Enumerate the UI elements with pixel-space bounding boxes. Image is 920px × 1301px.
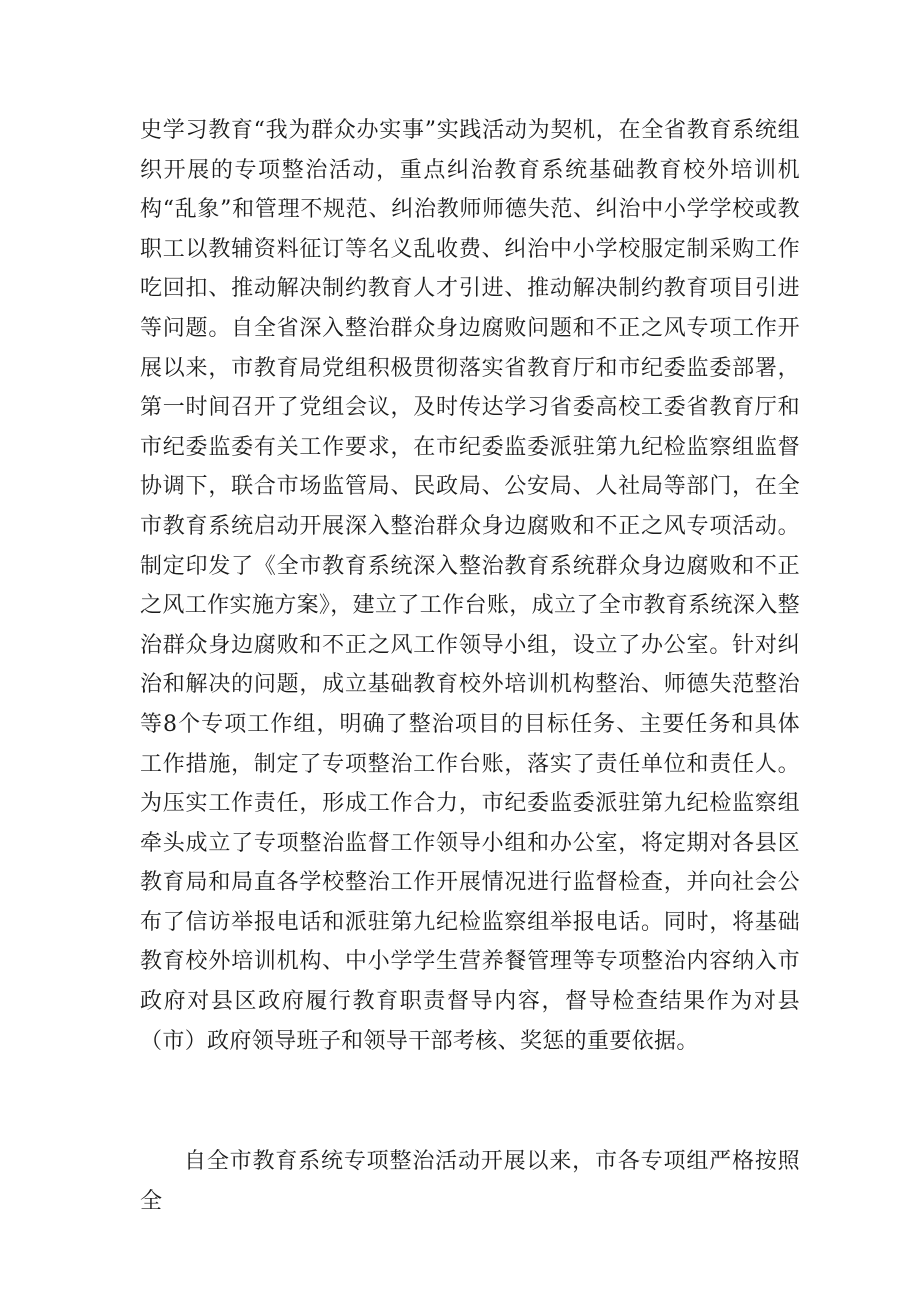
body-paragraph-1: 史学习教育“我为群众办实事”实践活动为契机，在全省教育系统组织开展的专项整治活动，重点纠治教育系统基础教育校外培训机构“乱象”和管理不规范、纠治教师师德失范、纠治中小学学校或教职工以教辅资料征订等名义乱收费、纠治中小学校服定制采购工作吃回扣、推动解决制约教育人才引进、推动解决制约教育项目引进等问题。自全省深入整治群众身边腐败问题和不正之风专项工作开展以来，市教育局党组积极贯彻落实省教育厅和市纪委监委部署，第一时间召开了党组会议，及时传达学习省委高校工委省教育厅和市纪委监委有关工作要求，在市纪委监委派驻第九纪检监察组监督协调下，联合市场监管局、民政局、公安局、人社局等部门，在全市教育系统启动开展深入整治群众身边腐败和不正之风专项活动。制定印发了《全市教育系统深入整治教育系统群众身边腐败和不正之风工作实施方案》，建立了工作台账，成立了全市教育系统深入整治群众身边腐败和不正之风工作领导小组，设立了办公室。针对纠治和解决的问题，成立基础教育校外培训机构整治、师德失范整治等8个专项工作组，明确了整治项目的目标任务、主要任务和具体工作措施，制定了专项整治工作台账，落实了责任单位和责任人。为压实工作责任，形成工作合力，市纪委监委派驻第九纪检监察组牵头成立了专项整治监督工作领导小组和办公室，将定期对各县区教育局和局直各学校整治工作开展情况进行监督检查，并向社会公布了信访举报电话和派驻第九纪检监察组举报电话。同时，将基础教育校外培训机构、中小学学生营养餐管理等专项整治内容纳入市政府对县区政府履行教育职责督导内容，督导检查结果作为对县（市）政府领导班子和领导干部考核、奖惩的重要依据。	[140, 118, 800, 1054]
body-paragraph-2: 自全市教育系统专项整治活动开展以来，市各专项组严格按照全	[140, 1149, 800, 1214]
